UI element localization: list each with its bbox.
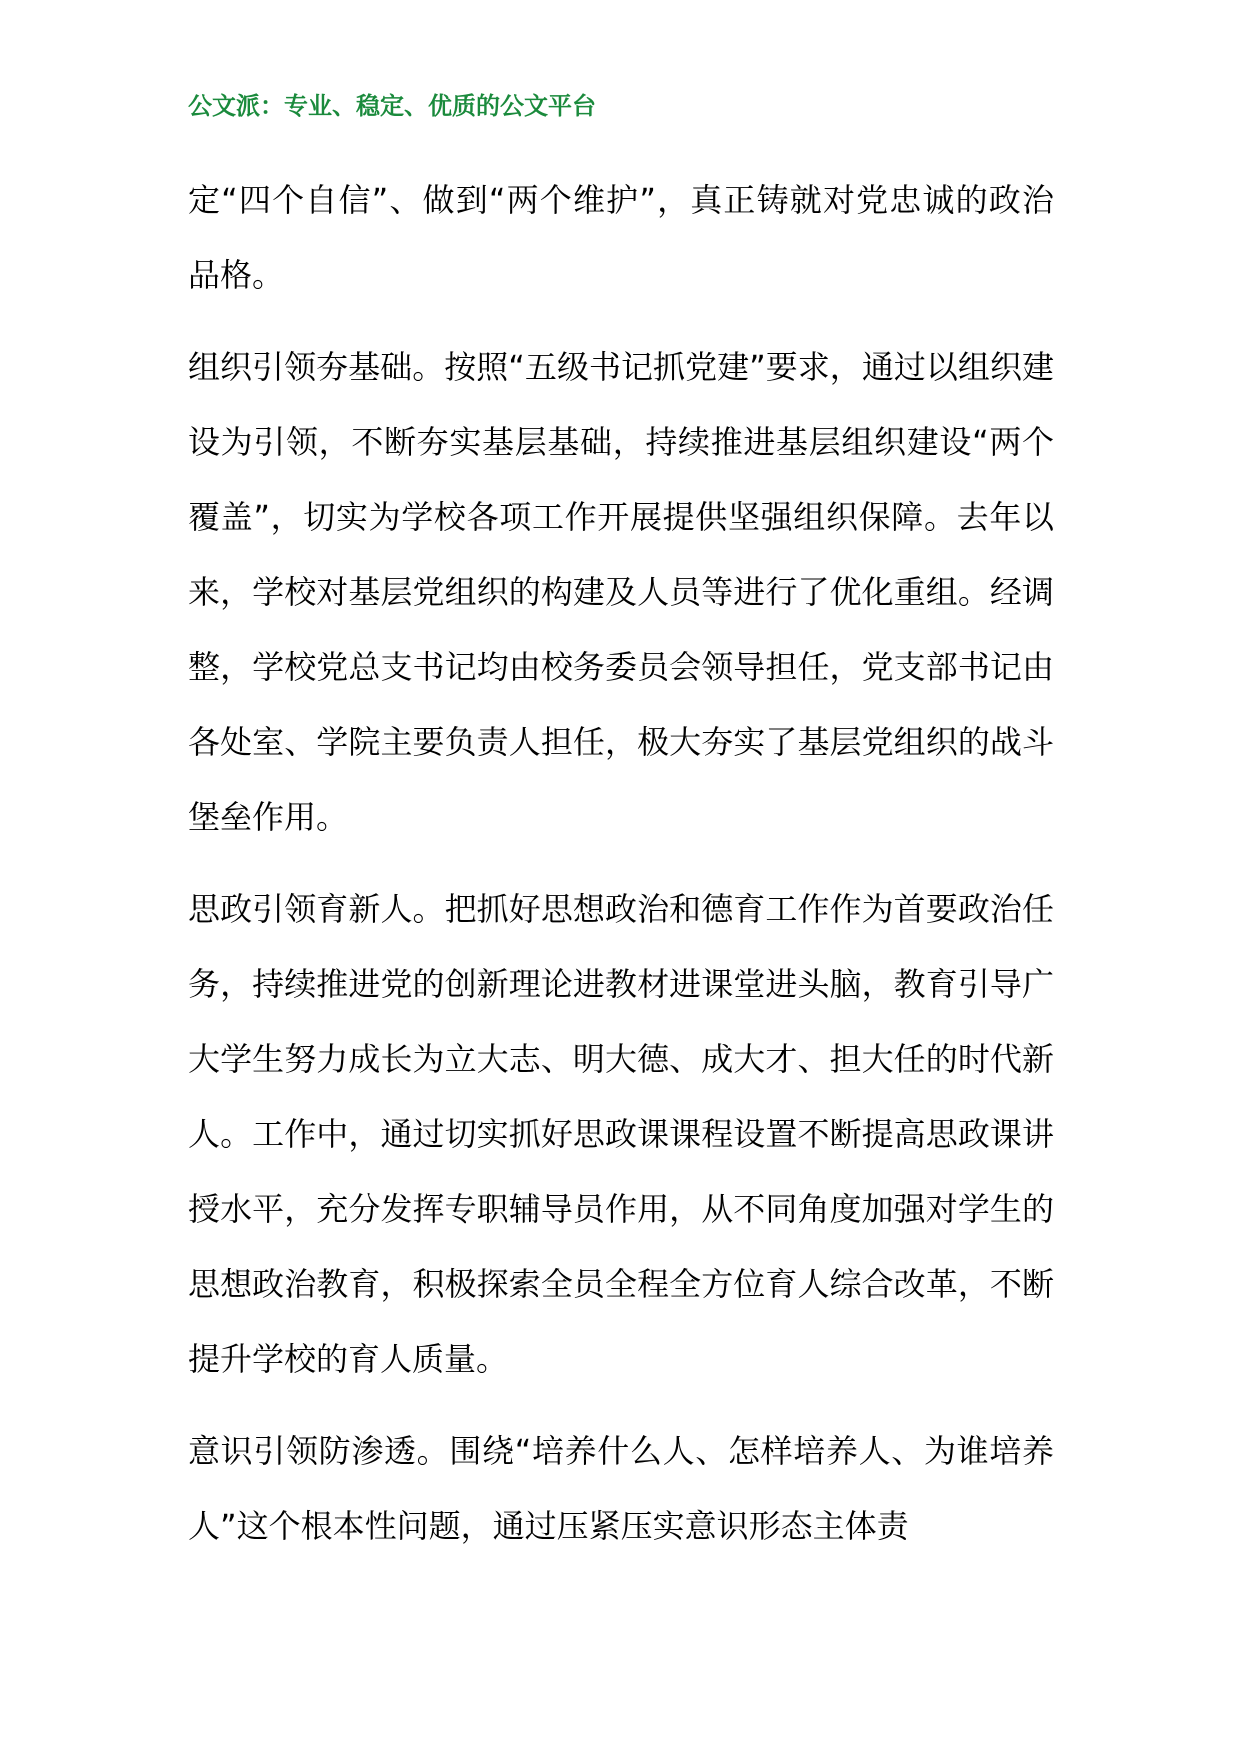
document-body [188,163,1054,1581]
site-header: 公文派：专业、稳定、优质的公文平台 [188,92,596,120]
paragraph-2: 组织引领夯基础。按照“五级书记抓党建”要求，通过以组织建设为引领，不断夯实基层基础，持续推进基层组织建设“两个覆盖”，切实为学校各项工作开展提供坚强组织保障。去年以来，学校对基层党组织的构建及人员等进行了优化重组。经调整，学校党总支书记均由校务委员会领导担任，党支部书记由各处室、学院主要负责人担任，极大夯实了基层党组织的战斗堡垒作用。 [188,348,1054,836]
paragraph-4: 意识引领防渗透。围绕“培养什么人、怎样培养人、为谁培养人”这个根本性问题，通过压紧压实意识形态主体责 [188,1432,1054,1545]
paragraph-1: 定“四个自信”、做到“两个维护”，真正铸就对党忠诚的政治品格。 [188,181,1054,294]
paragraph-3: 思政引领育新人。把抓好思想政治和德育工作作为首要政治任务，持续推进党的创新理论进教材进课堂进头脑，教育引导广大学生努力成长为立大志、明大德、成大才、担大任的时代新人。工作中，通过切实抓好思政课课程设置不断提高思政课讲授水平，充分发挥专职辅导员作用，从不同角度加强对学生的思想政治教育，积极探索全员全程全方位育人综合改革，不断提升学校的育人质量。 [188,890,1054,1378]
